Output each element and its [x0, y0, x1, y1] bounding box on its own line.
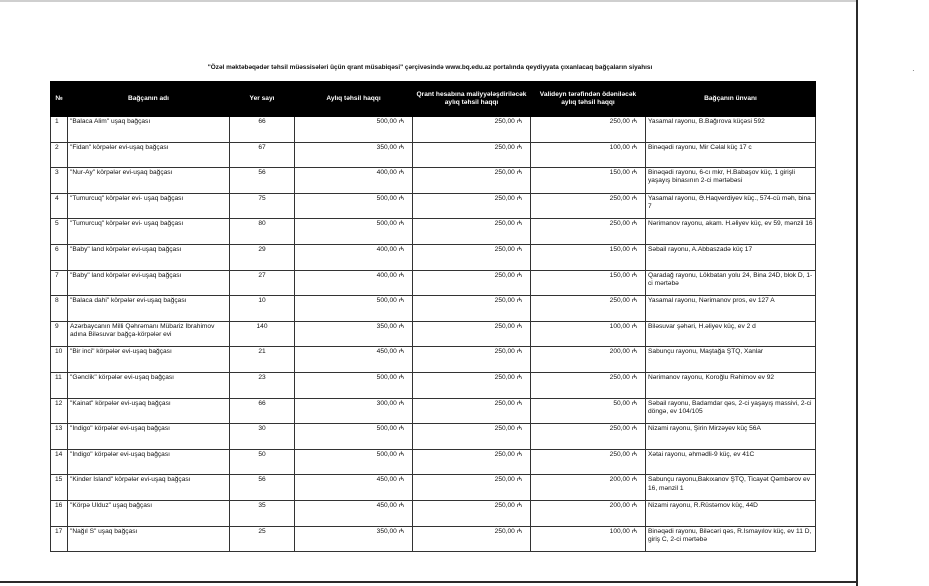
cell-address-text: Xətai rayonu, əhmədli-9 küç, ev 41C	[648, 450, 755, 458]
cell-no-text: 12	[55, 399, 63, 407]
cell-no-text: 9	[55, 322, 59, 330]
cell-name	[68, 117, 230, 143]
cell-grant	[413, 424, 531, 450]
cell-parent	[531, 398, 646, 424]
cell-address	[646, 449, 816, 475]
cell-grant	[413, 398, 531, 424]
cell-capacity	[230, 142, 295, 168]
header-grant: Qrant hesabına maliyyələşdiriləcək aylıq təhsil haqqı	[413, 82, 531, 117]
cell-grant	[413, 500, 531, 526]
header-address: Bağçanın ünvanı	[646, 82, 816, 117]
cell-parent-text: 200,00 ₼	[609, 501, 637, 509]
cell-fee	[295, 296, 413, 322]
cell-capacity	[230, 296, 295, 322]
cell-no	[51, 424, 68, 450]
cell-capacity	[230, 372, 295, 398]
cell-address	[646, 296, 816, 322]
cell-parent	[531, 142, 646, 168]
cell-parent	[531, 168, 646, 194]
cell-parent-text: 250,00 ₼	[609, 297, 637, 305]
table-row	[51, 526, 816, 552]
cell-name	[68, 372, 230, 398]
cell-fee	[295, 321, 413, 347]
cell-grant-text: 250,00 ₼	[494, 169, 522, 177]
cell-capacity-text: 30	[258, 425, 266, 433]
cell-grant-text: 250,00 ₼	[494, 399, 522, 407]
cell-no	[51, 168, 68, 194]
cell-capacity-text: 50	[258, 450, 266, 458]
cell-grant	[413, 219, 531, 245]
cell-capacity-text: 75	[258, 194, 266, 202]
cell-fee-text: 450,00 ₼	[376, 348, 404, 356]
cell-name-text: Azərbaycanın Milli Qəhrəmanı Mübariz İbrahimov adına Biləsuvar bağça-körpələr evi	[70, 322, 215, 338]
cell-name-text: "Kainat" körpələr evi-uşaq bağçası	[70, 399, 171, 407]
cell-grant-text: 250,00 ₼	[494, 450, 522, 458]
cell-name	[68, 193, 230, 219]
table-row	[51, 244, 816, 270]
cell-no	[51, 475, 68, 501]
document-title: "Özəl məktəbəqədər təhsil müəssisələri üçün qrant müsabiqəsi" çərçivəsində www.bq.edu.az portalında qeydiyyata çıxanlacaq bağçaların siyahısı	[207, 64, 653, 71]
cell-name	[68, 449, 230, 475]
cell-fee-text: 450,00 ₼	[376, 476, 404, 484]
table-row	[51, 193, 816, 219]
cell-capacity	[230, 398, 295, 424]
kindergarten-table	[50, 81, 816, 552]
cell-name-text: "Baby" land körpələr evi-uşaq bağçası	[70, 271, 182, 279]
cell-fee-text: 400,00 ₼	[376, 169, 404, 177]
cell-parent	[531, 270, 646, 296]
cell-capacity-text: 56	[258, 169, 266, 177]
cell-fee	[295, 449, 413, 475]
cell-capacity-text: 67	[258, 143, 266, 151]
table-row	[51, 142, 816, 168]
cell-parent	[531, 219, 646, 245]
cell-address	[646, 424, 816, 450]
cell-parent-text: 250,00 ₼	[609, 450, 637, 458]
cell-address-text: Binəqədi rayonu, Mir Cəlal küç 17 c	[648, 143, 752, 151]
cell-capacity	[230, 449, 295, 475]
table-row	[51, 270, 816, 296]
cell-name	[68, 142, 230, 168]
cell-grant	[413, 321, 531, 347]
cell-no	[51, 193, 68, 219]
cell-address-text: Nərimanov rayonu, akam. H.əliyev küç, ev 59, mənzil 16	[648, 220, 813, 228]
cell-no	[51, 398, 68, 424]
cell-capacity-text: 140	[256, 322, 268, 330]
cell-no	[51, 372, 68, 398]
cell-name	[68, 475, 230, 501]
cell-capacity-text: 10	[258, 297, 266, 305]
cell-fee-text: 400,00 ₼	[376, 245, 404, 253]
cell-name	[68, 168, 230, 194]
cell-parent-text: 200,00 ₼	[609, 476, 637, 484]
cell-fee	[295, 475, 413, 501]
cell-parent-text: 100,00 ₼	[609, 143, 637, 151]
page-top-edge	[0, 0, 858, 2]
cell-capacity	[230, 347, 295, 373]
cell-fee	[295, 526, 413, 552]
cell-no-text: 4	[55, 194, 59, 202]
cell-name	[68, 270, 230, 296]
cell-grant-text: 250,00 ₼	[494, 143, 522, 151]
cell-capacity	[230, 500, 295, 526]
cell-address	[646, 398, 816, 424]
cell-name-text: "Fidan" körpələr evi-uşaq bağçası	[70, 143, 169, 151]
cell-grant-text: 250,00 ₼	[494, 220, 522, 228]
cell-capacity-text: 66	[258, 118, 266, 125]
cell-no	[51, 296, 68, 322]
cell-name-text: "Baby" land körpələr evi-uşaq bağçası	[70, 245, 182, 253]
table-header-row	[51, 82, 816, 117]
cell-name-text: "Tumurcuq" körpələr evi- uşaq bağçası	[70, 220, 184, 228]
cell-fee	[295, 398, 413, 424]
cell-name-text: "Tumurcuq" körpələr evi- uşaq bağçası	[70, 194, 184, 202]
cell-address	[646, 270, 816, 296]
cell-no-text: 5	[55, 220, 59, 228]
cell-address-text: Yasamal rayonu, Ə.Haqverdiyev küç., 574-cü məh, bina 7	[648, 194, 811, 211]
cell-grant	[413, 270, 531, 296]
cell-no-text: 2	[55, 143, 59, 151]
cell-address	[646, 244, 816, 270]
table-row	[51, 500, 816, 526]
cell-capacity-text: 27	[258, 271, 266, 279]
cell-address	[646, 168, 816, 194]
cell-grant	[413, 449, 531, 475]
cell-capacity	[230, 475, 295, 501]
cell-name-text: "Balaca Alim" uşaq bağçası	[70, 118, 151, 125]
cell-no-text: 14	[55, 450, 63, 458]
cell-no	[51, 321, 68, 347]
cell-parent-text: 200,00 ₼	[609, 348, 637, 356]
cell-grant-text: 250,00 ₼	[494, 118, 522, 125]
cell-parent	[531, 500, 646, 526]
cell-address-text: Sabunçu rayonu,Bakıxanov ŞTQ, Ticayət Qəmbərov ev 16, mənzil 1	[648, 476, 810, 492]
table-row	[51, 168, 816, 194]
cell-parent	[531, 449, 646, 475]
cell-parent-text: 150,00 ₼	[609, 169, 637, 177]
cell-no-text: 1	[55, 118, 59, 125]
cell-no	[51, 142, 68, 168]
cell-capacity-text: 21	[258, 348, 266, 356]
cell-name	[68, 347, 230, 373]
cell-grant-text: 250,00 ₼	[494, 322, 522, 330]
cell-parent	[531, 372, 646, 398]
table-body	[51, 117, 816, 552]
cell-address	[646, 321, 816, 347]
table-row	[51, 219, 816, 245]
cell-no-text: 3	[55, 169, 59, 177]
cell-name-text: "Nur-Ay" körpələr evi-uşaq bağçası	[70, 169, 173, 177]
cell-fee-text: 350,00 ₼	[376, 143, 404, 151]
cell-parent	[531, 475, 646, 501]
cell-name-text: "Nağıl S" uşaq bağçası	[70, 527, 138, 535]
cell-no	[51, 219, 68, 245]
table-row	[51, 449, 816, 475]
cell-parent	[531, 244, 646, 270]
cell-parent	[531, 526, 646, 552]
cell-grant-text: 250,00 ₼	[494, 297, 522, 305]
cell-grant-text: 250,00 ₼	[494, 527, 522, 535]
cell-no	[51, 500, 68, 526]
cell-address-text: Binəqədi rayonu, Biləcəri qəs, R.İsmayılov küç, ev 11 D, giriş C, 2-ci mərtəbə	[648, 527, 812, 543]
cell-capacity	[230, 117, 295, 143]
cell-capacity-text: 29	[258, 245, 266, 253]
cell-name	[68, 500, 230, 526]
cell-grant	[413, 193, 531, 219]
cell-address	[646, 500, 816, 526]
cell-no-text: 7	[55, 271, 59, 279]
cell-name-text: "Bir inci" körpələr evi-uşaq bağçası	[70, 348, 172, 356]
cell-no	[51, 347, 68, 373]
cell-no	[51, 117, 68, 143]
cell-fee	[295, 424, 413, 450]
cell-fee	[295, 219, 413, 245]
cell-fee	[295, 270, 413, 296]
cell-capacity-text: 66	[258, 399, 266, 407]
cell-fee-text: 500,00 ₼	[376, 220, 404, 228]
cell-capacity	[230, 526, 295, 552]
page-bottom-edge	[0, 581, 858, 583]
cell-address	[646, 372, 816, 398]
header-name: Bağçanın adı	[68, 82, 230, 117]
cell-no-text: 11	[55, 373, 62, 381]
cell-address	[646, 347, 816, 373]
table-row	[51, 424, 816, 450]
cell-parent-text: 250,00 ₼	[609, 194, 637, 202]
cell-grant-text: 250,00 ₼	[494, 271, 522, 279]
cell-address-text: Nizami rayonu, Şirin Mirzəyev küç 56A	[648, 425, 761, 433]
cell-name-text: "Körpə Ulduz" uşaq bağçası	[70, 501, 153, 509]
cell-no	[51, 244, 68, 270]
cell-no-text: 16	[55, 501, 63, 509]
cell-capacity	[230, 219, 295, 245]
cell-name-text: "İndigo" körpələr evi-uşaq bağçası	[70, 425, 170, 433]
cell-fee	[295, 168, 413, 194]
cell-grant	[413, 117, 531, 143]
cell-grant-text: 250,00 ₼	[494, 425, 522, 433]
cell-grant	[413, 296, 531, 322]
cell-grant	[413, 168, 531, 194]
cell-fee-text: 500,00 ₼	[376, 373, 404, 381]
cell-fee-text: 500,00 ₼	[376, 425, 404, 433]
cell-address-text: Yasamal rayonu, B.Bağırova küçəsi 592	[648, 118, 765, 125]
cell-parent	[531, 193, 646, 219]
table-row	[51, 296, 816, 322]
cell-grant-text: 250,00 ₼	[494, 501, 522, 509]
cell-fee-text: 500,00 ₼	[376, 118, 404, 125]
cell-no	[51, 270, 68, 296]
cell-parent	[531, 296, 646, 322]
cell-parent-text: 250,00 ₼	[609, 373, 637, 381]
cell-no-text: 8	[55, 297, 59, 305]
table-row	[51, 398, 816, 424]
cell-address	[646, 475, 816, 501]
cell-address-text: Səbail rayonu, A.Abbaszadə küç 17	[648, 245, 753, 253]
cell-fee-text: 450,00 ₼	[376, 501, 404, 509]
cell-grant	[413, 372, 531, 398]
cell-parent-text: 250,00 ₼	[609, 118, 637, 125]
cell-capacity	[230, 270, 295, 296]
cell-parent	[531, 424, 646, 450]
cell-capacity	[230, 244, 295, 270]
cell-address	[646, 219, 816, 245]
cell-name	[68, 526, 230, 552]
cell-no-text: 15	[55, 476, 63, 484]
cell-parent	[531, 321, 646, 347]
cell-address-text: Binəqədi rayonu, 6-cı mkr, H.Babaşov küç, 1 girişli yaşayış binasının 2-ci mərtəbəsi	[648, 169, 795, 185]
cell-no	[51, 449, 68, 475]
cell-parent-text: 250,00 ₼	[609, 220, 637, 228]
cell-parent-text: 50,00 ₼	[613, 399, 637, 407]
cell-name	[68, 424, 230, 450]
cell-grant	[413, 142, 531, 168]
cell-address	[646, 117, 816, 143]
cell-fee	[295, 142, 413, 168]
cell-grant	[413, 526, 531, 552]
cell-fee-text: 500,00 ₼	[376, 297, 404, 305]
cell-address	[646, 142, 816, 168]
cell-grant-text: 250,00 ₼	[494, 245, 522, 253]
cell-no-text: 17	[55, 527, 63, 535]
cell-name-text: "İndigo" körpələr evi-uşaq bağçası	[70, 450, 170, 458]
cell-fee	[295, 117, 413, 143]
cell-name	[68, 296, 230, 322]
cell-fee	[295, 193, 413, 219]
table-row	[51, 475, 816, 501]
cell-fee-text: 350,00 ₼	[376, 527, 404, 535]
cell-address-text: Yasamal rayonu, Nərimanov pros, ev 127 A	[648, 297, 775, 305]
cell-fee-text: 400,00 ₼	[376, 271, 404, 279]
header-capacity: Yer sayı	[230, 82, 295, 117]
cell-name	[68, 219, 230, 245]
cell-capacity-text: 25	[258, 527, 266, 535]
cell-grant-text: 250,00 ₼	[494, 348, 522, 356]
cell-name-text: "Gənclik" körpələr evi-uşaq bağçası	[70, 373, 175, 381]
cell-capacity	[230, 168, 295, 194]
cell-name	[68, 398, 230, 424]
cell-capacity-text: 56	[258, 476, 266, 484]
cell-fee-text: 500,00 ₼	[376, 450, 404, 458]
cell-name-text: "Balaca dahi" körpələr evi-uşaq bağçası	[70, 297, 187, 305]
header-fee: Aylıq təhsil haqqı	[295, 82, 413, 117]
cell-name-text: "Kinder İsland" körpələr evi-uşaq bağçası	[70, 476, 191, 484]
cell-parent-text: 150,00 ₼	[609, 245, 637, 253]
cell-address-text: Sabunçu rayonu, Maştağa ŞTQ, Xanlar	[648, 348, 764, 356]
cell-parent	[531, 117, 646, 143]
table-row	[51, 372, 816, 398]
cell-parent-text: 150,00 ₼	[609, 271, 637, 279]
cell-parent-text: 100,00 ₼	[609, 322, 637, 330]
cell-grant	[413, 347, 531, 373]
cell-address-text: Qaradağ rayonu, Lökbatan yolu 24, Bina 24D, blok D, 1-ci mərtəbə	[648, 271, 813, 287]
cell-capacity	[230, 424, 295, 450]
margin-mark: ·	[912, 66, 915, 75]
cell-capacity	[230, 193, 295, 219]
cell-capacity	[230, 321, 295, 347]
cell-name	[68, 244, 230, 270]
table-row	[51, 117, 816, 143]
cell-no-text: 10	[55, 348, 63, 356]
cell-fee-text: 500,00 ₼	[376, 194, 404, 202]
cell-grant-text: 250,00 ₼	[494, 476, 522, 484]
cell-address-text: Biləsuvar şəhəri, H.əliyev küç, ev 2 d	[648, 322, 756, 330]
cell-address-text: Nərimanov rayonu, Koroğlu Rəhimov ev 92	[648, 373, 775, 381]
cell-fee	[295, 372, 413, 398]
cell-parent	[531, 347, 646, 373]
cell-fee	[295, 500, 413, 526]
cell-grant-text: 250,00 ₼	[494, 373, 522, 381]
table-row	[51, 321, 816, 347]
cell-fee-text: 350,00 ₼	[376, 322, 404, 330]
cell-grant	[413, 244, 531, 270]
cell-fee	[295, 347, 413, 373]
cell-parent-text: 100,00 ₼	[609, 527, 637, 535]
cell-grant	[413, 475, 531, 501]
page-right-edge	[856, 0, 858, 586]
cell-capacity-text: 80	[258, 220, 266, 228]
cell-capacity-text: 35	[258, 501, 266, 509]
cell-address-text: Səbail rayonu, Badamdar qəs, 2-ci yaşayış massivi, 2-ci döngə, ev 104/105	[648, 399, 812, 415]
cell-address	[646, 526, 816, 552]
cell-fee-text: 300,00 ₼	[376, 399, 404, 407]
cell-no	[51, 526, 68, 552]
cell-grant-text: 250,00 ₼	[494, 194, 522, 202]
header-no: №	[51, 82, 68, 117]
cell-parent-text: 250,00 ₼	[609, 425, 637, 433]
cell-no-text: 13	[55, 425, 63, 433]
cell-address-text: Nizami rayonu, R.Rüstəmov küç, 44D	[648, 501, 758, 509]
cell-name	[68, 321, 230, 347]
cell-capacity-text: 23	[258, 373, 266, 381]
cell-address	[646, 193, 816, 219]
table-row	[51, 347, 816, 373]
header-parent: Valideyn tərəfindən ödəniləcək aylıq təhsil haqqı	[531, 82, 646, 117]
cell-fee	[295, 244, 413, 270]
cell-no-text: 6	[55, 245, 59, 253]
